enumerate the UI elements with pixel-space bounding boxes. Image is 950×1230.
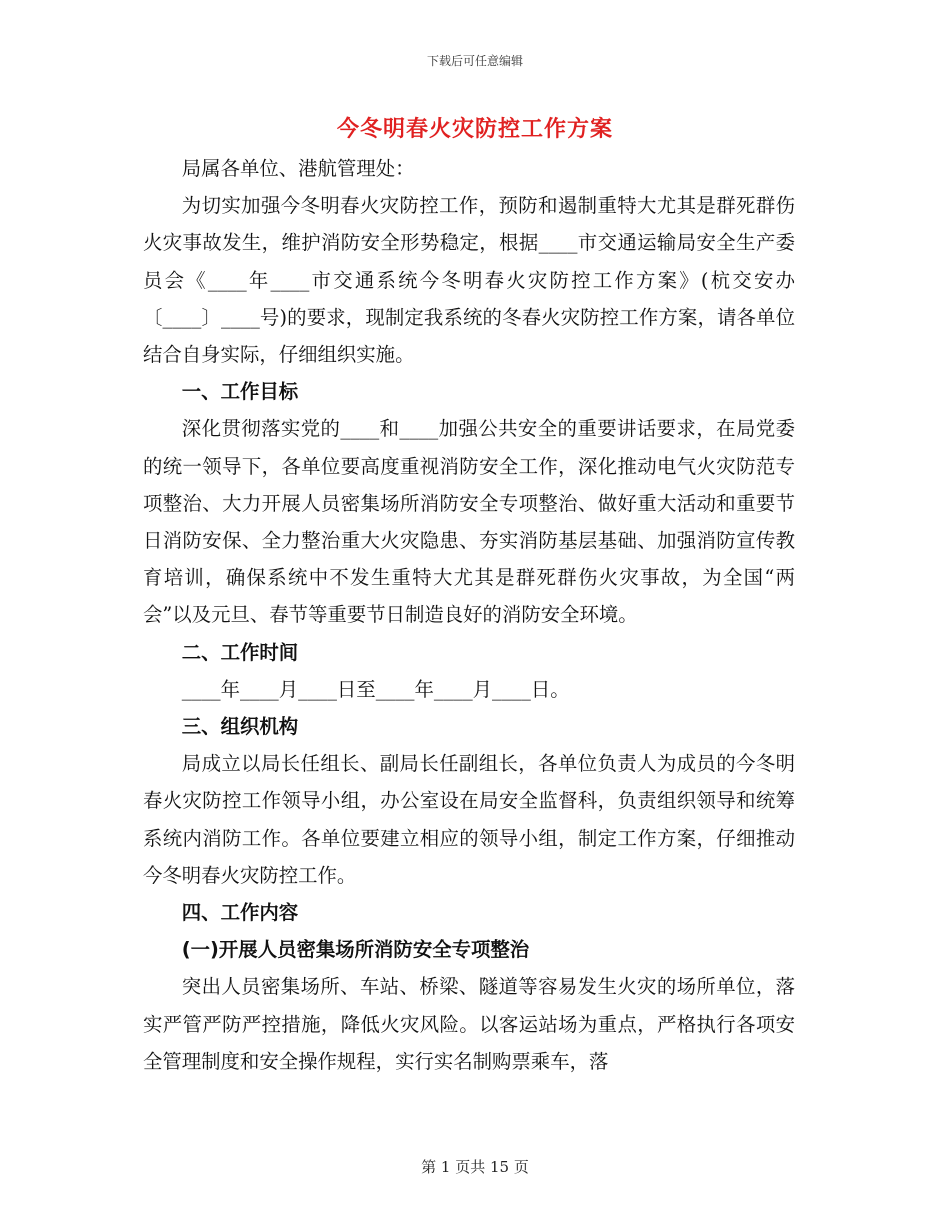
section-2-heading: 二、工作时间 [181, 640, 299, 664]
section-2-paragraph: ____年____月____日至____年____月____日。 [181, 677, 570, 701]
section-4-heading: 四、工作内容 [181, 901, 299, 925]
header-note: 下载后可任意编辑 [426, 54, 523, 68]
document-body [143, 150, 795, 1080]
section-4-sub-1-paragraph: 突出人员密集场所、车站、桥梁、隧道等容易发生火灾的场所单位，落实严管严防严控措施，降低火灾风险。以客运站场为重点，严格执行各项安全管理制度和安全操作规程，实行实名制购票乘车，落 [143, 975, 795, 1073]
section-3-paragraph: 局成立以局长任组长、副局长任副组长，各单位负责人为成员的今冬明春火灾防控工作领导小组，办公室设在局安全监督科，负责组织领导和统筹系统内消防工作。各单位要建立相应的领导小组，制定工作方案，仔细推动今冬明春火灾防控工作。 [143, 752, 795, 887]
section-1-heading: 一、工作目标 [181, 380, 299, 404]
document-title: 今冬明春火灾防控工作方案 [336, 116, 613, 142]
salutation: 局属各单位、港航管理处： [181, 157, 415, 180]
section-4-subheading-1: (一)开展人员密集场所消防安全专项整治 [181, 938, 530, 962]
section-1-paragraph: 深化贯彻落实党的____和____加强公共安全的重要讲话要求，在局党委的统一领导下，各单位要高度重视消防安全工作，深化推动电气火灾防范专项整治、大力开展人员密集场所消防安全专项整治、做好重大活动和重要节日消防安保、全力整治重大火灾隐患、夯实消防基层基础、加强消防宣传教育培训，确保系统中不发生重特大尤其是群死群伤火灾事故，为全国“两会”以及元旦、春节等重要节日制造良好的消防安全环境。 [143, 417, 795, 627]
page-number-footer: 第 1 页共 15 页 [421, 1158, 529, 1176]
section-3-heading: 三、组织机构 [181, 715, 299, 739]
intro-paragraph: 为切实加强今冬明春火灾防控工作，预防和遏制重特大尤其是群死群伤火灾事故发生，维护消防安全形势稳定，根据____市交通运输局安全生产委员会《____年____市交通系统今冬明春火灾防控工作方案》(杭交安办〔____〕____号)的要求，现制定我系统的冬春火灾防控工作方案，请各单位结合自身实际，仔细组织实施。 [143, 194, 795, 367]
